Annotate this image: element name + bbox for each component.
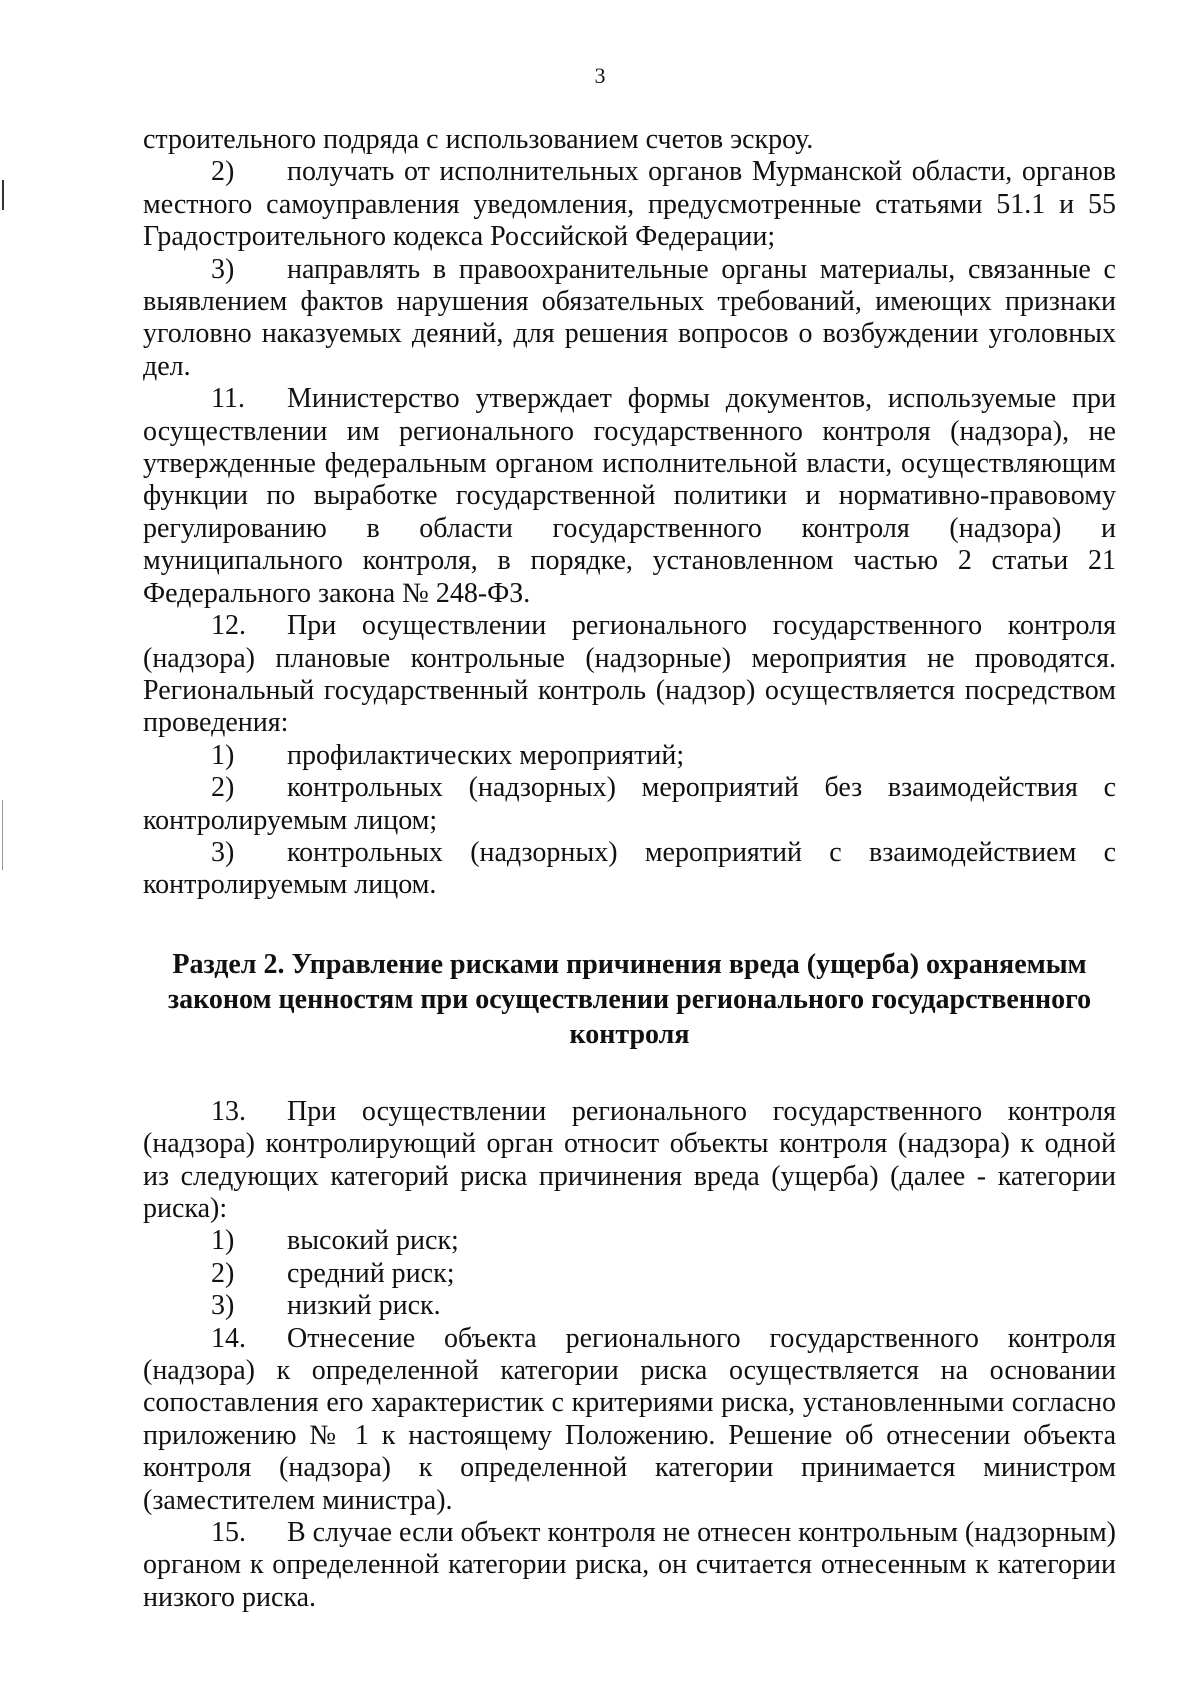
page-number: 3 [594, 63, 606, 88]
numbered-paragraph [143, 1225, 1116, 1257]
item-number: 2) [211, 772, 235, 804]
item-text: При осуществлении регионального государственного контроля (надзора) плановые контрольные (надзорные) мероприятия не проводятся. Региональный государственный контроль (надзор) осуществляется посредством проведения: [143, 610, 1116, 739]
item-number: 11. [211, 383, 245, 415]
item-number: 12. [211, 610, 246, 642]
numbered-paragraph [143, 610, 1116, 740]
numbered-paragraph [143, 1258, 1116, 1290]
item-number: 3) [211, 253, 235, 285]
item-number: 14. [211, 1322, 246, 1354]
item-text: направлять в правоохранительные органы материалы, связанные с выявлением фактов нарушения обязательных требований, имеющих признаки уголовно наказуемых деяний, для решения вопросов о возбуждении уголовных дел. [143, 253, 1116, 382]
item-number: 2) [211, 1257, 235, 1289]
numbered-paragraph [143, 740, 1116, 772]
item-text: высокий риск; [287, 1225, 459, 1257]
numbered-paragraph [143, 772, 1116, 837]
item-number: 3) [211, 836, 235, 868]
paragraph: строительного подряда с использованием счетов эскроу. [143, 124, 814, 155]
numbered-paragraph [143, 1517, 1116, 1614]
section-heading: Раздел 2. Управление рисками причинения вреда (ущерба) охраняемым законом ценностям при осуществлении регионального государственного контроля [167, 948, 1092, 1050]
item-number: 1) [211, 739, 235, 771]
numbered-paragraph [143, 383, 1116, 610]
item-text: получать от исполнительных органов Мурманской области, органов местного самоуправления уведомления, предусмотренные статьями 51.1 и 55 Градостроительного кодекса Российской Федерации; [143, 156, 1116, 253]
item-text: профилактических мероприятий; [287, 739, 685, 771]
item-text: контрольных (надзорных) мероприятий с взаимодействием с контролируемым лицом. [143, 836, 1116, 901]
numbered-paragraph [143, 254, 1116, 384]
item-text: В случае если объект контроля не отнесен контрольным (надзорным) органом к определенной категории риска, он считается отнесенным к категории низкого риска. [143, 1517, 1116, 1613]
item-number: 15. [211, 1517, 246, 1549]
item-text: средний риск; [287, 1257, 455, 1289]
item-number: 1) [211, 1225, 235, 1257]
numbered-paragraph [143, 1323, 1116, 1517]
item-number: 13. [211, 1095, 246, 1127]
item-text: низкий риск. [287, 1290, 441, 1322]
item-text: При осуществлении регионального государственного контроля (надзора) контролирующий орган относит объекты контроля (надзора) к одной из следующих категорий риска причинения вреда (ущерба) (далее - категории риска): [143, 1095, 1116, 1224]
item-number: 2) [211, 156, 235, 188]
numbered-paragraph [143, 156, 1116, 253]
numbered-paragraph [143, 1096, 1116, 1226]
document-body [143, 124, 1116, 1614]
item-number: 3) [211, 1290, 235, 1322]
scan-edge-mark-middle [2, 800, 3, 870]
numbered-paragraph [143, 1290, 1116, 1322]
scan-edge-mark-top [2, 180, 4, 210]
item-text: контрольных (надзорных) мероприятий без взаимодействия с контролируемым лицом; [143, 772, 1116, 836]
item-text: Отнесение объекта регионального государственного контроля (надзора) к определенной категории риска осуществляется на основании сопоставления его характеристик с критериями риска, установленными согласно приложению № 1 к настоящему Положению. Решение об отнесении объекта контроля (надзора) к определенной категории принимается министром (заместителем министра). [143, 1322, 1116, 1516]
numbered-paragraph [143, 837, 1116, 902]
item-text: Министерство утверждает формы документов, используемые при осуществлении им регионального государственного контроля (надзора), не утвержденные федеральным органом исполнительной власти, осуществляющим функции по выработке государственной политики и нормативно-правовому регулированию в области государственного контроля (надзора) и муниципального контроля, в порядке, установленном частью 2 статьи 21 Федерального закона № 248-ФЗ. [143, 383, 1116, 609]
